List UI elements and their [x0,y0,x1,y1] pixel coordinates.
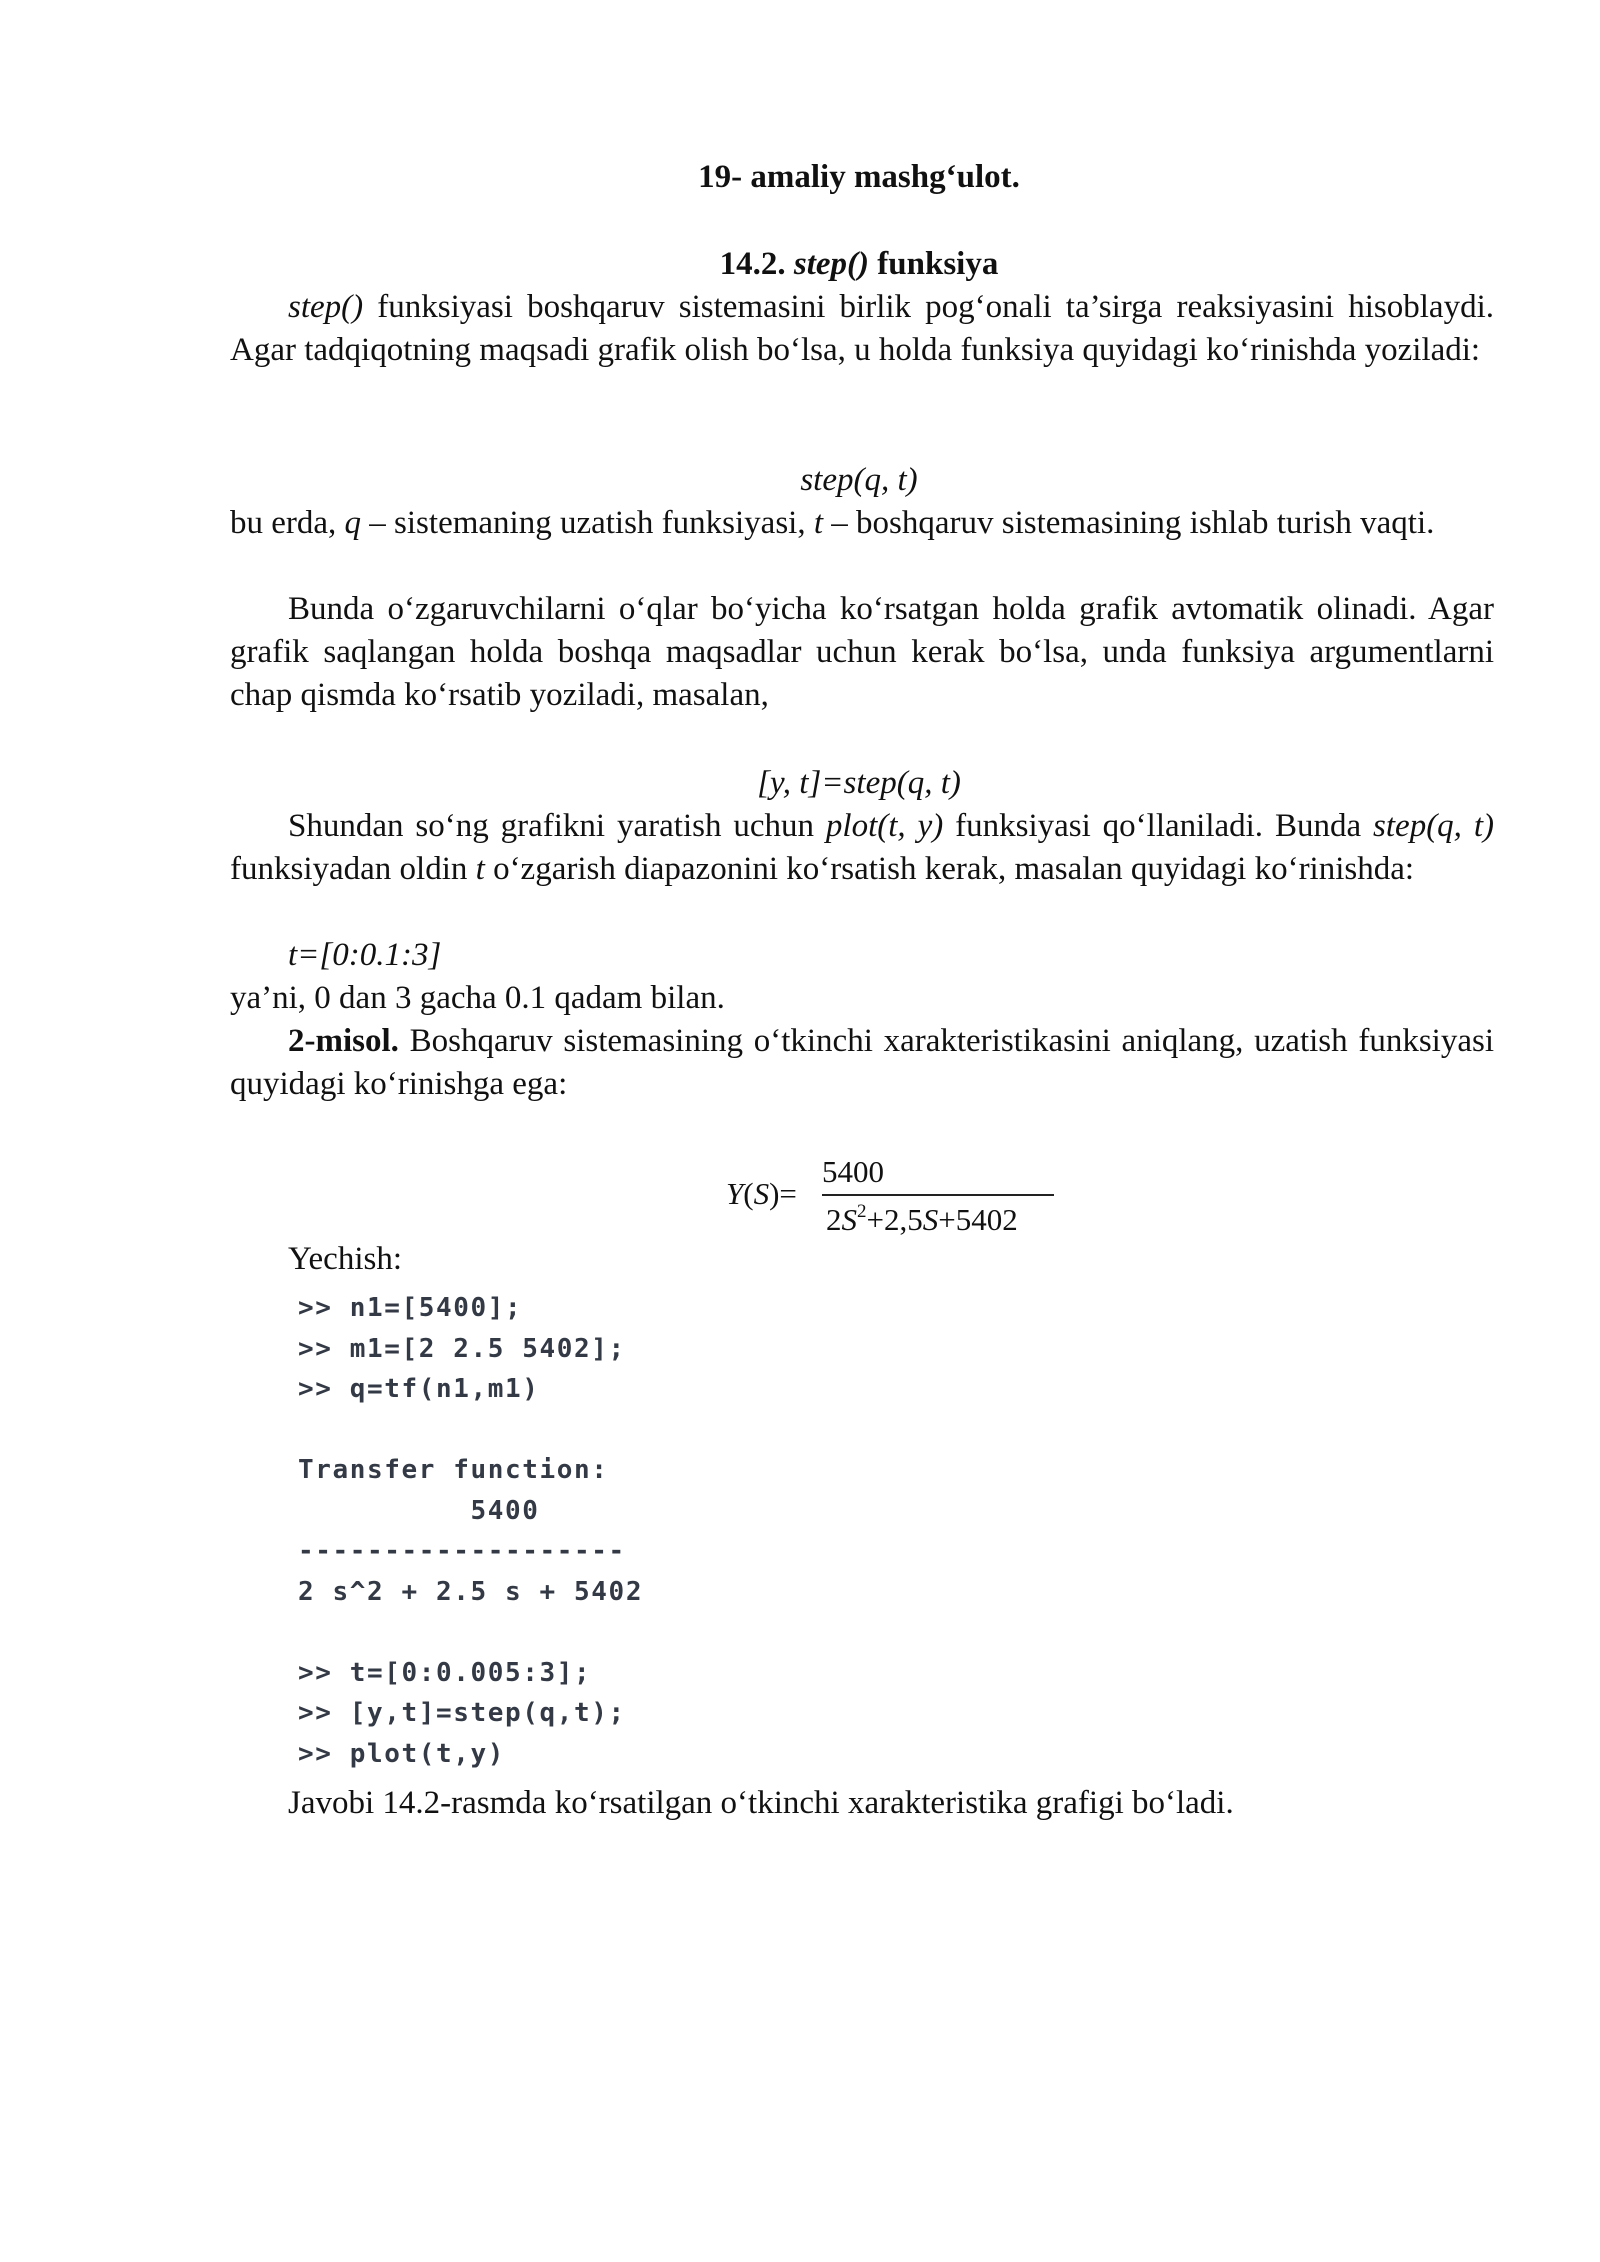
code-line: >> n1=[5400]; [298,1293,523,1323]
fraction-bar [822,1194,1054,1196]
formula-numerator: 5400 [822,1154,884,1189]
formula-step-text: step(q, t) [800,462,918,498]
solution-label: Yechish: [288,1241,403,1277]
paragraph-4 [230,805,1494,891]
code-line: >> q=tf(n1,m1) [298,1374,540,1404]
code-line: Transfer function: [298,1455,609,1485]
paragraph-2 [230,502,1494,545]
code-line: >> t=[0:0.005:3]; [298,1657,592,1688]
para4-d: o‘zgarish diapazonini ko‘rsatish kerak, masalan quyidagi ko‘rinishda: [484,851,1415,887]
example-text: Boshqaruv sistemasining o‘tkinchi xarakteristikasini aniqlang, uzatish funksiyasi quyidagi ko‘rinishga ega: [230,1023,1494,1102]
code-line: >> plot(t,y) [298,1738,506,1769]
code-line [298,1612,998,1653]
para4-c: funksiyadan oldin [230,851,476,887]
paragraph-5: ya’ni, 0 dan 3 gacha 0.1 qadam bilan. [230,980,725,1016]
section-func: step() [793,246,870,282]
section-number: 14.2. [719,246,786,282]
para2-suffix: – boshqaruv sistemasining ishlab turish vaqti. [823,505,1435,541]
para4-t: t [475,851,485,887]
example-label: 2-misol. [288,1023,399,1059]
formula-step [0,459,1600,502]
example-paragraph [230,1020,1494,1106]
code-line: ------------------- [298,1536,626,1566]
para1-text: funksiyasi boshqaruv sistemasini birlik pog‘onali ta’sirga reaksiyasini hisoblaydi. Agar tadqiqotning maqsadi grafik olish bo‘lsa, u holda funksiya quyidagi ko‘rinishda yoziladi: [230,289,1494,368]
para4-b: funksiyasi qo‘llaniladi. Bunda [943,808,1374,844]
para4-a: Shundan so‘ng grafikni yaratish uchun [288,808,826,844]
transfer-function-formula [726,1154,1066,1238]
answer-paragraph: Javobi 14.2-rasmda ko‘rsatilgan o‘tkinchi xarakteristika grafigi bo‘ladi. [288,1785,1234,1821]
range-expression-text: t=[0:0.1:3] [288,937,442,973]
para2-t: t [813,505,824,541]
formula-step-output [0,762,1600,805]
practice-title [0,156,1600,199]
code-line: >> [y,t]=step(q,t); [298,1698,626,1728]
paragraph-3: Bunda o‘zgaruvchilarni o‘qlar bo‘yicha ko‘rsatgan holda grafik avtomatik olinadi. Agar grafik saqlangan holda boshqa maqsadlar uchun kerak bo‘lsa, unda funksiya argumentlarni chap qismda ko‘rsatib yoziladi, masalan, [230,591,1494,713]
practice-title-text: 19- amaliy mashg‘ulot. [698,159,1020,195]
section-heading [0,243,1600,286]
para2-q: q [344,505,362,541]
section-word: funksiya [877,246,999,282]
matlab-code-block [298,1288,998,1774]
para1-func: step() [288,289,364,325]
formula-step-output-text: [y, t]=step(q, t) [757,765,961,801]
para4-step: step(q, t) [1373,808,1494,844]
range-expression [288,934,1552,977]
para4-plot: plot(t, y) [825,808,944,844]
formula-lhs: Y(S)= [726,1176,797,1211]
formula-denominator: $2S^2+2,5S+5402$ [826,1201,1018,1237]
para2-mid: – sistemaning uzatish funksiyasi, [361,505,814,541]
code-line: 5400 [298,1495,540,1526]
para2-prefix: bu erda, [230,505,345,541]
paragraph-1 [230,286,1494,372]
code-line: 2 s^2 + 2.5 s + 5402 [298,1576,644,1607]
code-line: >> m1=[2 2.5 5402]; [298,1333,626,1364]
code-line [298,1410,998,1451]
